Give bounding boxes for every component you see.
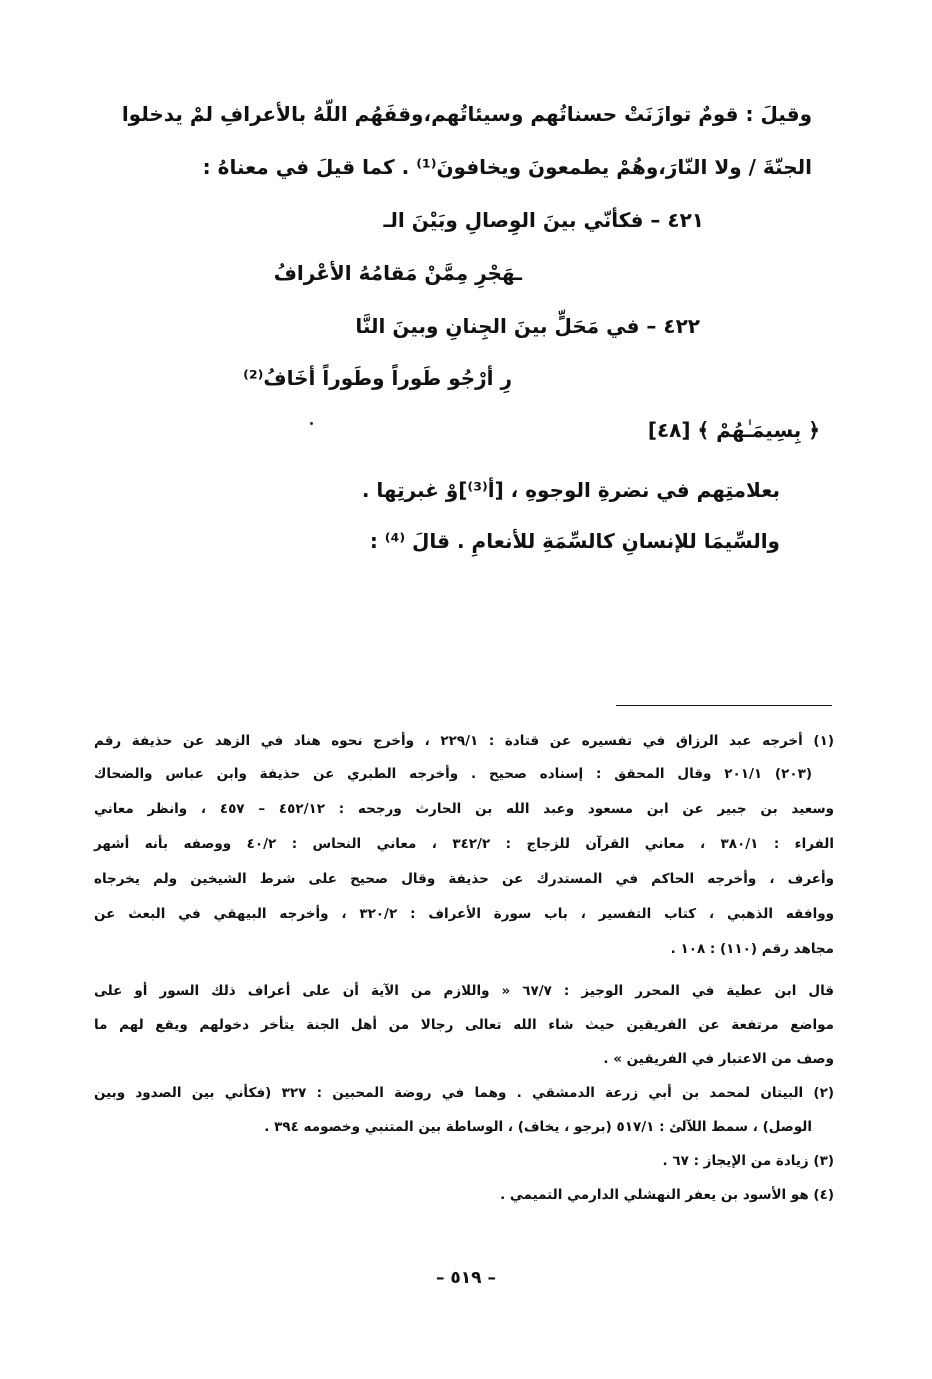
footnote-2-line: (٢) البيتان لمحمد بن أبي زرعة الدمشقي . وهما في روضة المحبين : ٣٢٧ (فكأني بين الصدود وبين — [94, 1085, 835, 1101]
verse-422-first-hemistich: ٤٢٢ – في مَحَلٍّ بينَ الجِنانِ وبينَ النَّا — [355, 314, 700, 338]
verse-422-second-hemistich: رِ أرْجُو طَوراً وطَوراً أخَافُ⁽²⁾ — [243, 366, 512, 390]
ayah-explanation-line-1: بعلامتِهم في نضرةِ الوجوهِ ، [أ⁽³⁾]وْ غبرتِها . — [361, 478, 780, 502]
footnote-divider — [616, 705, 832, 706]
verse-421-second-hemistich: ـهَجْرِ مِمَّنْ مَقامُهُ الأعْرافُ — [273, 261, 522, 285]
footnote-1-note-line: وصف من الاعتبار في الفريقين » . — [603, 1051, 834, 1067]
main-text-line-1: وقيلَ : قومٌ توازَنَتْ حسناتُهم وسيئاتُهم،وقفَهُم اللّهُ بالأعرافِ لمْ يدخلوا — [121, 102, 812, 126]
ayah-explanation-line-2: والسِّيمَا للإنسانِ كالسِّمَةِ للأنعامِ . قالَ ⁽⁴⁾ : — [369, 529, 780, 553]
footnote-1-note-line: قال ابن عطية في المحرر الوجيز : ٦٧/٧ « واللازم من الآية أن على أعراف ذلك السور أو على — [94, 983, 834, 999]
main-text-line-2: الجنّةَ / ولا النّارَ،وهُمْ يطمعونَ ويخافونَ⁽¹⁾ . كما قيلَ في معناهُ : — [202, 155, 812, 179]
footnote-1-note-line: مواضع مرتفعة عن الفريقين حيث شاء الله تعالى رجالا من أهل الجنة يتأخر دخولهم ويقع لهم ما — [94, 1017, 834, 1033]
footnote-1-line: (١) أخرجه عبد الرزاق في تفسيره عن قتادة : ٢٢٩/١ ، وأخرج نحوه هناد في الزهد عن حذيفة رقم — [94, 733, 834, 749]
footnote-1-line: ووافقه الذهبي ، كتاب التفسير ، باب سورة الأعراف : ٣٢٠/٢ ، وأخرجه البيهقي في البعث عن — [94, 906, 834, 922]
footnote-4: (٤) هو الأسود بن يعفر النهشلي الدارمي التميمي . — [500, 1187, 834, 1203]
scan-speck — [310, 422, 313, 425]
footnote-3: (٣) زيادة من الإيجاز : ٦٧ . — [662, 1153, 834, 1169]
footnote-1-line: مجاهد رقم (١١٠) : ١٠٨ . — [670, 941, 834, 957]
page-number: – ٥١٩ – — [436, 1268, 496, 1288]
footnote-2-line: الوصل) ، سمط اللآلئ : ٥١٧/١ (برجو ، يخاف) ، الوساطة بين المتنبي وخصومه ٣٩٤ . — [264, 1119, 812, 1135]
footnote-1-line: الفراء : ٣٨٠/١ ، معاني القرآن للزجاج : ٣٤٢/٢ ، معاني النحاس : ٤٠/٢ ووصفه بأنه أشهر — [94, 836, 835, 852]
footnote-1-line: (٢٠٣) ٢٠١/١ وقال المحقق : إسناده صحيح . وأخرجه الطبري عن حذيفة وابن عباس والضحاك — [94, 766, 813, 782]
footnote-1-line: وسعيد بن جبير عن ابن مسعود وعبد الله بن الحارث ورجحه : ٤٥٢/١٢ – ٤٥٧ ، وانظر معاني — [94, 801, 834, 817]
verse-421-first-hemistich: ٤٢١ – فكأنّي بينَ الوِصالِ وبَيْنَ الـ — [383, 208, 704, 232]
footnote-1-line: وأعرف ، وأخرجه الحاكم في المستدرك عن حذيفة وقال صحيح على شرط الشيخين ولم يخرجاه — [94, 871, 834, 887]
ayah-heading: ﴿ بِسِيمَـٰهُمْ ﴾ [٤٨] — [647, 418, 820, 442]
